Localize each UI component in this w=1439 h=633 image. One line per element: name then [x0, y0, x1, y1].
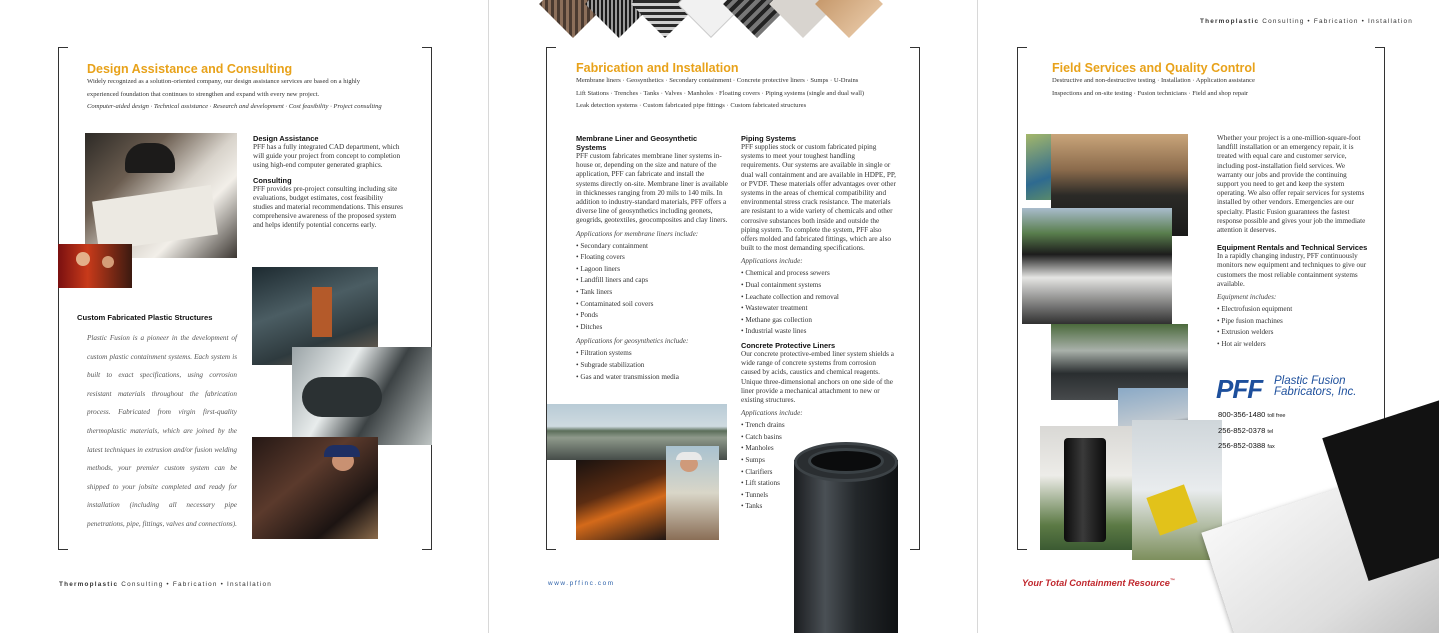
intro-text	[87, 76, 417, 114]
photo-embed-liner-sheet	[1202, 453, 1439, 633]
concrete-body: Our concrete protective-embed liner system shields a wide range of concrete systems from corrosion caused by acids, caustics and chemical reagents. Unique three-dimensional anchors on one side of the liner provide a mechanical attachment to new or existing structures.	[741, 350, 894, 405]
field-section	[1217, 134, 1369, 350]
company-logo	[1216, 376, 1386, 404]
header-rest: Consulting • Fabrication • Installation	[1259, 18, 1413, 25]
rentals-heading: Equipment Rentals and Technical Services	[1217, 243, 1368, 253]
photo-field-technician	[666, 446, 719, 540]
bracket-right	[910, 47, 920, 550]
phone-tel[interactable]: 256-852-0378 tel	[1218, 425, 1274, 435]
footer-services	[59, 581, 272, 588]
logo-mark: PFF	[1216, 374, 1263, 404]
list-item: • Clarifiers	[741, 467, 896, 479]
photo-engineers-drafting	[85, 133, 237, 258]
design-section	[253, 134, 403, 231]
list-item: • Lift stations	[741, 478, 896, 490]
list-item: • Leachate collection and removal	[741, 292, 896, 304]
list-item: • Floating covers	[576, 252, 728, 264]
list-item: • Chemical and process sewers	[741, 268, 896, 280]
list-item: • Subgrade stabilization	[576, 360, 728, 372]
photo-dual-wall-pipe	[794, 442, 898, 633]
list-item: • Hot air welders	[1217, 339, 1369, 351]
list-item: • Landfill liners and caps	[576, 275, 728, 287]
list-item: • Manholes	[741, 443, 896, 455]
list-item: • Trench drains	[741, 420, 896, 432]
list-item: • Filtration systems	[576, 348, 728, 360]
photo-landfill-cap	[1022, 208, 1172, 324]
bracket-right	[422, 47, 432, 550]
intro-line: Leak detection systems · Custom fabricated pipe fittings · Custom fabricated structures	[576, 102, 807, 109]
piping-body: PFF supplies stock or custom fabricated piping systems to meet your toughest handling requirements. Our systems are available in single or dual wall containment and are available in HDPE, PP, or PVDF. These materials offer advantages over other systems in the areas of chemical compatibility and environmental stress crack resistance. The materials are resistant to a wide variety of chemicals and other corrosive substances both inside and outside the piping system. To complete the system, PFF also offers molded and fabricated fittings, which are also built to the most demanding specifications.	[741, 143, 896, 253]
list-item: • Gas and water transmission media	[576, 372, 728, 384]
page-design-assistance	[0, 0, 488, 633]
list-item: • Ponds	[576, 310, 728, 322]
rentals-body: In a rapidly changing industry, PFF continuously monitors new equipment and techniques to give our customers the most reliable containment systems available.	[1217, 252, 1367, 288]
footer-bold: Thermoplastic	[59, 581, 119, 588]
material-swatches	[549, 0, 929, 40]
intro-line: experienced foundation that continues to strengthen and expand with every new project.	[87, 90, 320, 98]
list-item: • Tanks	[741, 501, 896, 513]
logo-name-line: Fabricators, Inc.	[1274, 386, 1357, 398]
membrane-heading: Membrane Liner and Geosynthetic Systems	[576, 134, 698, 152]
photo-welder	[252, 437, 378, 539]
header-bold: Thermoplastic	[1200, 18, 1260, 25]
list-item: • Sumps	[741, 455, 896, 467]
intro-line: Destructive and non-destructive testing · Installation · Application assistance	[1052, 77, 1255, 84]
tagline-text: Your Total Containment Resource	[1022, 578, 1170, 589]
page-title: Design Assistance and Consulting	[87, 62, 293, 76]
custom-structures-body: Plastic Fusion is a pioneer in the development of custom plastic containment systems. Each system is built to exact specifications, using corrosion resistant materials throughout the fabrication process. Fabricated from virgin first-quality thermoplastic materials, which are joined by the latest techniques in extrusion and/or fusion welding methods, your premier custom system can be shipped to your jobsite completed and ready for installation (including all necessary pipe penetrations, pipe, fittings, valves and connections).	[87, 334, 237, 528]
page-title: Fabrication and Installation	[576, 61, 739, 75]
membrane-section	[576, 134, 728, 383]
header-services	[1200, 18, 1413, 25]
trademark: ™	[1169, 578, 1175, 584]
list-item: • Ditches	[576, 322, 728, 334]
logo-name	[1274, 376, 1356, 398]
footer-rest: Consulting • Fabrication • Installation	[118, 581, 272, 588]
membrane-apps-list	[576, 241, 728, 334]
photo-fusion-welding	[576, 460, 666, 540]
intro-line: Widely recognized as a solution-oriented company, our design assistance services are based on a highly	[87, 78, 361, 85]
geo-apps-list	[576, 348, 728, 383]
phone-fax: 256-852-0388 fax	[1218, 441, 1275, 451]
services-list: Computer-aided design · Technical assistance · Research and development · Cost feasibility · Project consulting	[87, 103, 382, 110]
consulting-body: PFF provides pre-project consulting including site evaluations, budget estimates, cost feasibility studies and material recommendations. This ensures comprehensive awareness of the proposed system and helps identify potential concerns early.	[253, 184, 403, 230]
list-item: • Electrofusion equipment	[1217, 304, 1369, 316]
list-item: • Industrial waste lines	[741, 326, 896, 338]
intro-text	[1052, 75, 1352, 100]
consulting-heading: Consulting	[253, 175, 292, 185]
piping-apps-list	[741, 268, 896, 338]
piping-apps-label: Applications include:	[741, 257, 803, 266]
list-item: • Secondary containment	[576, 241, 728, 253]
membrane-apps-label: Applications for membrane liners include:	[576, 229, 699, 238]
custom-structures-heading: Custom Fabricated Plastic Structures	[77, 313, 213, 322]
website-link[interactable]: www.pffinc.com	[548, 580, 615, 587]
intro-line: Membrane liners · Geosynthetics · Secondary containment · Concrete protective liners · Sumps · U-Drains	[576, 77, 859, 84]
geo-apps-label: Applications for geosynthetics include:	[576, 337, 689, 346]
intro-line: Lift Stations · Trenches · Tanks · Valves · Manholes · Floating covers · Piping systems (single and dual wall)	[576, 89, 865, 97]
equipment-label: Equipment includes:	[1217, 293, 1277, 302]
photo-cad-team	[58, 244, 132, 288]
list-item: • Extrusion welders	[1217, 327, 1369, 339]
list-item: • Pipe fusion machines	[1217, 316, 1369, 328]
intro-line: Inspections and on-site testing · Fusion technicians · Field and shop repair	[1052, 89, 1249, 97]
bracket-left	[58, 47, 68, 550]
equipment-list	[1217, 304, 1369, 350]
list-item: • Dual containment systems	[741, 280, 896, 292]
tagline	[1022, 578, 1175, 588]
page-field-services	[978, 0, 1439, 633]
list-item: • Contaminated soil covers	[576, 299, 728, 311]
list-item: • Tank liners	[576, 287, 728, 299]
piping-heading: Piping Systems	[741, 134, 797, 143]
photo-pipe-fusion-machine	[292, 347, 432, 445]
bracket-left	[546, 47, 556, 550]
page-title: Field Services and Quality Control	[1052, 61, 1256, 75]
page-fabrication-installation	[489, 0, 977, 633]
list-item: • Tunnels	[741, 490, 896, 502]
phone-toll-free[interactable]: 800-356-1480 toll free	[1218, 410, 1286, 419]
concrete-apps-label: Applications include:	[741, 409, 803, 418]
concrete-heading: Concrete Protective Liners	[741, 341, 836, 350]
contact-numbers	[1218, 408, 1285, 455]
field-body: Whether your project is a one-million-square-foot landfill installation or an emergency repair, it is treated with equal care and customer service, including post-installation field services. We warranty our jobs and provide the continuing support you need to get and keep the system operating. We also offer repair services for systems installed by other vendors. Emergencies are our specialty. Plastic Fusion guarantees the fastest response possible and gives your job the immediate attention it deserves.	[1217, 134, 1366, 235]
list-item: • Methane gas collection	[741, 315, 896, 327]
list-item: • Wastewater treatment	[741, 303, 896, 315]
design-heading: Design Assistance	[253, 134, 319, 143]
photo-storage-tank	[1040, 426, 1132, 550]
design-body: PFF has a fully integrated CAD department, which will guide your project from concept to completion using high-end computer generated graphics.	[253, 143, 401, 170]
membrane-body: PFF custom fabricates membrane liner systems in-house or, depending on the size and nature of the application, PFF can fabricate and install the systems directly on-site. Membrane liner is available in thicknesses ranging from 20 mils to 140 mils. In addition to industry-standard materials, PFF offers a diverse line of geosynthetics including geonets, geogrids, geotextiles, geocomposites and clay liners.	[576, 152, 728, 225]
intro-text	[576, 75, 906, 113]
list-item: • Catch basins	[741, 432, 896, 444]
logo-name-line: Plastic Fusion	[1274, 375, 1346, 387]
list-item: • Lagoon liners	[576, 264, 728, 276]
